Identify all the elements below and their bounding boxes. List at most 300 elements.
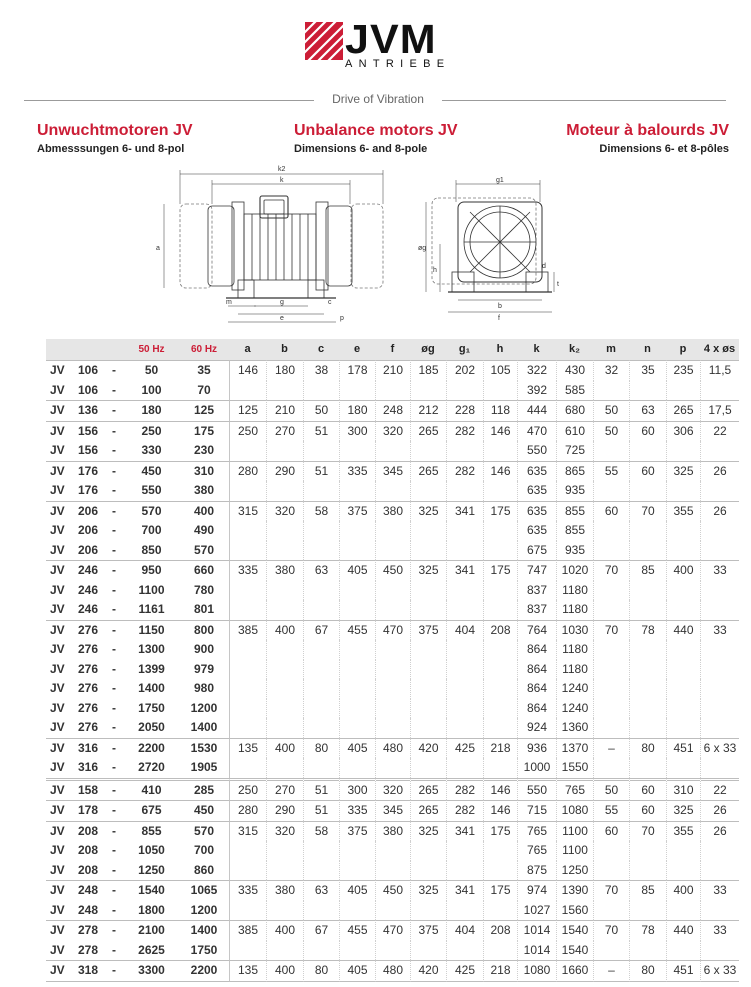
cell-series: JV [50, 942, 65, 957]
column-header-c: c [303, 339, 339, 360]
cell-h: 146 [483, 800, 517, 821]
cell-hz60: 801 [193, 602, 215, 616]
cell-og: 265 [410, 421, 446, 442]
cell-b [266, 861, 303, 881]
title-block-en [294, 122, 458, 155]
cell-model: 248 [76, 880, 108, 901]
cell-k: 864 [517, 660, 556, 680]
cell-f: 345 [375, 800, 410, 821]
cell-m: 55 [593, 461, 629, 482]
cell-hz50: 1399 [138, 661, 165, 676]
cell-og: 265 [410, 800, 446, 821]
cell-k: 1027 [517, 901, 556, 921]
cell-n [629, 441, 666, 461]
cell-series: JV [46, 400, 76, 421]
table-row [46, 620, 739, 641]
cell-p [666, 901, 700, 921]
cell-og [410, 758, 446, 778]
cell-hz50: 675 [124, 800, 179, 821]
cell-m [593, 841, 629, 861]
cell-b [266, 581, 303, 601]
cell-series: JV [46, 821, 76, 842]
cell-series: JV [50, 523, 65, 537]
cell-c: 58 [303, 501, 339, 522]
cell-a: 250 [229, 778, 266, 801]
cell-hz50: 330 [141, 443, 162, 457]
cell-hz60: 450 [179, 800, 229, 821]
cell-model: 106 [76, 360, 108, 381]
cell-b: 400 [266, 960, 303, 982]
cell-a: 280 [229, 800, 266, 821]
cell-n [629, 521, 666, 541]
cell-f [375, 521, 410, 541]
cell-f [375, 541, 410, 561]
table-row [46, 941, 739, 961]
cell-p: 355 [666, 821, 700, 842]
table-header-row [46, 339, 739, 360]
cell-holes: 11,5 [700, 360, 739, 381]
label-t: t [557, 281, 559, 288]
table-row [46, 501, 739, 522]
cell-b: 400 [266, 920, 303, 941]
cell-a: 146 [229, 360, 266, 381]
cell-m [593, 581, 629, 601]
cell-dash: - [112, 720, 116, 734]
cell-holes: 33 [700, 880, 739, 901]
cell-k: 444 [517, 400, 556, 421]
cell-hz60: 490 [193, 523, 215, 537]
cell-k: 715 [517, 800, 556, 821]
cell-h [483, 660, 517, 680]
cell-h: 146 [483, 421, 517, 442]
cell-g1 [446, 660, 483, 680]
cell-dash: - [112, 523, 116, 537]
cell-p [666, 581, 700, 601]
title-block-de [37, 122, 193, 155]
cell-k2: 1250 [556, 861, 593, 881]
cell-k: 550 [517, 778, 556, 801]
table-row [46, 560, 739, 581]
cell-h [483, 901, 517, 921]
cell-dash: - [108, 360, 124, 381]
cell-b [266, 640, 303, 660]
table-row [46, 640, 739, 660]
cell-hz60: 860 [193, 862, 215, 877]
cell-series: JV [46, 421, 76, 442]
cell-e [339, 381, 375, 401]
cell-g1 [446, 699, 483, 719]
cell-hz60: 380 [193, 483, 215, 497]
cell-h: 218 [483, 960, 517, 982]
cell-model: 276 [78, 720, 99, 734]
cell-holes [700, 541, 739, 561]
cell-model: 276 [78, 681, 99, 695]
cell-og [410, 581, 446, 601]
cell-k: 322 [517, 360, 556, 381]
cell-p: 440 [666, 920, 700, 941]
cell-f [375, 640, 410, 660]
column-header-hz60: 60 Hz [179, 339, 229, 360]
cell-a: 125 [229, 400, 266, 421]
cell-m [593, 381, 629, 401]
cell-f: 320 [375, 778, 410, 801]
cell-k: 1000 [517, 758, 556, 778]
cell-series: JV [46, 360, 76, 381]
cell-og: 325 [410, 560, 446, 581]
cell-f [375, 861, 410, 881]
cell-m: – [593, 960, 629, 982]
cell-model: 276 [76, 620, 108, 641]
cell-hz50: 180 [124, 400, 179, 421]
cell-k2: 585 [556, 381, 593, 401]
cell-k2: 1550 [556, 758, 593, 778]
cell-g1: 282 [446, 778, 483, 801]
cell-m [593, 600, 629, 620]
cell-m [593, 660, 629, 680]
cell-hz60: 285 [179, 778, 229, 801]
cell-k2: 1030 [556, 620, 593, 641]
cell-a [229, 541, 266, 561]
cell-m: 70 [593, 920, 629, 941]
cell-n: 80 [629, 960, 666, 982]
cell-b [266, 679, 303, 699]
cell-b: 380 [266, 560, 303, 581]
cell-g1: 282 [446, 800, 483, 821]
cell-model: 276 [78, 661, 99, 676]
cell-model: 208 [78, 843, 99, 857]
cell-m [593, 901, 629, 921]
table-row [46, 699, 739, 719]
cell-e [339, 941, 375, 961]
cell-m: 50 [593, 400, 629, 421]
cell-c [303, 441, 339, 461]
cell-model: 316 [76, 738, 108, 759]
cell-k2: 1180 [556, 660, 593, 680]
cell-k: 470 [517, 421, 556, 442]
cell-hz50: 1050 [138, 843, 165, 857]
cell-m [593, 640, 629, 660]
table-row [46, 758, 739, 778]
jvm-logo [305, 16, 465, 72]
cell-a: 280 [229, 461, 266, 482]
cell-holes: 33 [700, 560, 739, 581]
cell-p [666, 381, 700, 401]
cell-e: 405 [339, 738, 375, 759]
subtitle-fr: Dimensions 6- et 8-pôles [599, 143, 729, 155]
cell-hz60: 900 [193, 642, 215, 656]
cell-g1: 425 [446, 960, 483, 982]
cell-holes [700, 679, 739, 699]
cell-n: 60 [629, 421, 666, 442]
cell-g1 [446, 901, 483, 921]
cell-series: JV [50, 902, 65, 917]
cell-g1: 202 [446, 360, 483, 381]
cell-a: 315 [229, 501, 266, 522]
cell-dash: - [108, 400, 124, 421]
cell-series: JV [46, 738, 76, 759]
cell-k2: 765 [556, 778, 593, 801]
cell-c: 67 [303, 620, 339, 641]
cell-holes [700, 718, 739, 738]
cell-hz50: 2720 [138, 760, 165, 774]
cell-og: 185 [410, 360, 446, 381]
cell-g1 [446, 381, 483, 401]
table-row [46, 461, 739, 482]
cell-g1: 341 [446, 880, 483, 901]
cell-a [229, 679, 266, 699]
cell-g1: 228 [446, 400, 483, 421]
cell-n [629, 581, 666, 601]
cell-og [410, 660, 446, 680]
tagline: Drive of Vibration [332, 92, 424, 106]
cell-series: JV [50, 661, 65, 676]
cell-g1 [446, 521, 483, 541]
cell-m [593, 718, 629, 738]
cell-a: 135 [229, 738, 266, 759]
cell-hz50: 1800 [138, 902, 165, 917]
cell-hz50: 950 [124, 560, 179, 581]
cell-series: JV [50, 382, 65, 397]
cell-holes: 22 [700, 778, 739, 801]
cell-c [303, 521, 339, 541]
cell-k2: 1360 [556, 718, 593, 738]
cell-h [483, 521, 517, 541]
cell-f: 248 [375, 400, 410, 421]
cell-hz50: 450 [124, 461, 179, 482]
table-row [46, 600, 739, 620]
cell-dash: - [112, 642, 116, 656]
cell-c [303, 640, 339, 660]
cell-holes [700, 381, 739, 401]
cell-g1 [446, 718, 483, 738]
cell-a: 335 [229, 880, 266, 901]
cell-hz50: 1400 [138, 681, 165, 695]
cell-a [229, 758, 266, 778]
cell-og [410, 600, 446, 620]
cell-k2: 725 [556, 441, 593, 461]
cell-og [410, 441, 446, 461]
cell-n [629, 600, 666, 620]
cell-m [593, 679, 629, 699]
cell-m: 70 [593, 880, 629, 901]
cell-model: 156 [78, 443, 99, 457]
cell-hz60: 570 [179, 821, 229, 842]
cell-c [303, 660, 339, 680]
cell-n: 85 [629, 560, 666, 581]
cell-n [629, 381, 666, 401]
cell-holes [700, 581, 739, 601]
cell-model: 176 [76, 461, 108, 482]
cell-a [229, 841, 266, 861]
cell-p: 325 [666, 461, 700, 482]
cell-p [666, 841, 700, 861]
cell-holes [700, 600, 739, 620]
cell-p: 440 [666, 620, 700, 641]
cell-p [666, 679, 700, 699]
cell-holes: 6 x 33 [700, 738, 739, 759]
cell-hz50: 550 [141, 483, 162, 497]
cell-p [666, 941, 700, 961]
cell-n: 60 [629, 778, 666, 801]
table-row [46, 920, 739, 941]
cell-p: 451 [666, 960, 700, 982]
cell-n: 63 [629, 400, 666, 421]
cell-holes [700, 758, 739, 778]
cell-m: 60 [593, 501, 629, 522]
cell-model: 206 [76, 501, 108, 522]
cell-k2: 855 [556, 501, 593, 522]
cell-hz60: 800 [179, 620, 229, 641]
cell-m: 70 [593, 620, 629, 641]
cell-f: 345 [375, 461, 410, 482]
cell-h [483, 581, 517, 601]
cell-model: 156 [76, 421, 108, 442]
cell-n: 85 [629, 880, 666, 901]
cell-c [303, 600, 339, 620]
title-block-fr [566, 122, 729, 155]
cell-k: 675 [517, 541, 556, 561]
cell-m: 70 [593, 560, 629, 581]
cell-b: 290 [266, 461, 303, 482]
cell-e [339, 481, 375, 501]
cell-c [303, 901, 339, 921]
cell-h [483, 600, 517, 620]
cell-hz60: 1530 [179, 738, 229, 759]
cell-holes [700, 441, 739, 461]
cell-model: 208 [78, 862, 99, 877]
cell-n: 60 [629, 800, 666, 821]
cell-e: 178 [339, 360, 375, 381]
cell-b [266, 541, 303, 561]
cell-c [303, 718, 339, 738]
cell-k2: 1560 [556, 901, 593, 921]
table-row [46, 400, 739, 421]
cell-g1: 341 [446, 501, 483, 522]
cell-hz50: 855 [124, 821, 179, 842]
cell-e [339, 441, 375, 461]
cell-series: JV [46, 560, 76, 581]
cell-hz60: 660 [179, 560, 229, 581]
cell-k2: 1370 [556, 738, 593, 759]
cell-h [483, 861, 517, 881]
cell-k2: 1660 [556, 960, 593, 982]
cell-model: 316 [78, 760, 99, 774]
cell-series: JV [46, 920, 76, 941]
cell-e [339, 600, 375, 620]
table-row [46, 360, 739, 381]
cell-k2: 1390 [556, 880, 593, 901]
cell-k2: 430 [556, 360, 593, 381]
table-row [46, 421, 739, 442]
cell-holes: 33 [700, 620, 739, 641]
header-blank [46, 339, 76, 360]
cell-p: 306 [666, 421, 700, 442]
cell-h: 146 [483, 778, 517, 801]
cell-p [666, 600, 700, 620]
cell-k: 392 [517, 381, 556, 401]
cell-holes [700, 901, 739, 921]
cell-e [339, 640, 375, 660]
cell-e [339, 541, 375, 561]
cell-dash: - [108, 800, 124, 821]
cell-p [666, 699, 700, 719]
cell-g1 [446, 841, 483, 861]
cell-k: 747 [517, 560, 556, 581]
cell-k: 864 [517, 699, 556, 719]
cell-c: 38 [303, 360, 339, 381]
cell-e: 335 [339, 800, 375, 821]
cell-b: 400 [266, 620, 303, 641]
cell-hz60: 570 [193, 542, 215, 557]
cell-model: 278 [76, 920, 108, 941]
cell-n: 70 [629, 821, 666, 842]
cell-holes: 17,5 [700, 400, 739, 421]
cell-k: 635 [517, 501, 556, 522]
cell-f [375, 718, 410, 738]
cell-m [593, 699, 629, 719]
cell-b [266, 941, 303, 961]
cell-hz50: 100 [141, 382, 162, 397]
cell-holes: 22 [700, 421, 739, 442]
cell-e [339, 521, 375, 541]
cell-dash: - [108, 738, 124, 759]
cell-dash: - [108, 821, 124, 842]
label-g: g [280, 299, 284, 306]
header-blank [76, 339, 108, 360]
cell-k2: 1540 [556, 941, 593, 961]
label-k2: k2 [278, 166, 286, 173]
cell-hz50: 700 [141, 523, 162, 537]
label-c: c [328, 299, 332, 306]
table-row [46, 778, 739, 801]
cell-f [375, 600, 410, 620]
cell-n [629, 660, 666, 680]
column-header-e: e [339, 339, 375, 360]
column-header-p: p [666, 339, 700, 360]
cell-f [375, 841, 410, 861]
cell-a: 135 [229, 960, 266, 982]
cell-g1 [446, 481, 483, 501]
cell-g1 [446, 679, 483, 699]
cell-a [229, 600, 266, 620]
cell-k2: 1540 [556, 920, 593, 941]
column-header-h: h [483, 339, 517, 360]
cell-f: 320 [375, 421, 410, 442]
cell-dash: - [108, 560, 124, 581]
cell-c [303, 581, 339, 601]
cell-e: 375 [339, 501, 375, 522]
cell-model: 178 [76, 800, 108, 821]
cell-h: 175 [483, 560, 517, 581]
cell-dash: - [112, 700, 116, 715]
cell-holes: 6 x 33 [700, 960, 739, 982]
cell-c: 51 [303, 461, 339, 482]
cell-a [229, 861, 266, 881]
cell-dash: - [108, 778, 124, 801]
cell-dash: - [112, 602, 116, 616]
cell-n [629, 640, 666, 660]
cell-b: 180 [266, 360, 303, 381]
cell-b [266, 841, 303, 861]
cell-dash: - [112, 902, 116, 917]
cell-k2: 865 [556, 461, 593, 482]
cell-p [666, 660, 700, 680]
cell-og [410, 541, 446, 561]
table-body [46, 360, 739, 982]
cell-b [266, 718, 303, 738]
cell-e [339, 581, 375, 601]
cell-f [375, 679, 410, 699]
